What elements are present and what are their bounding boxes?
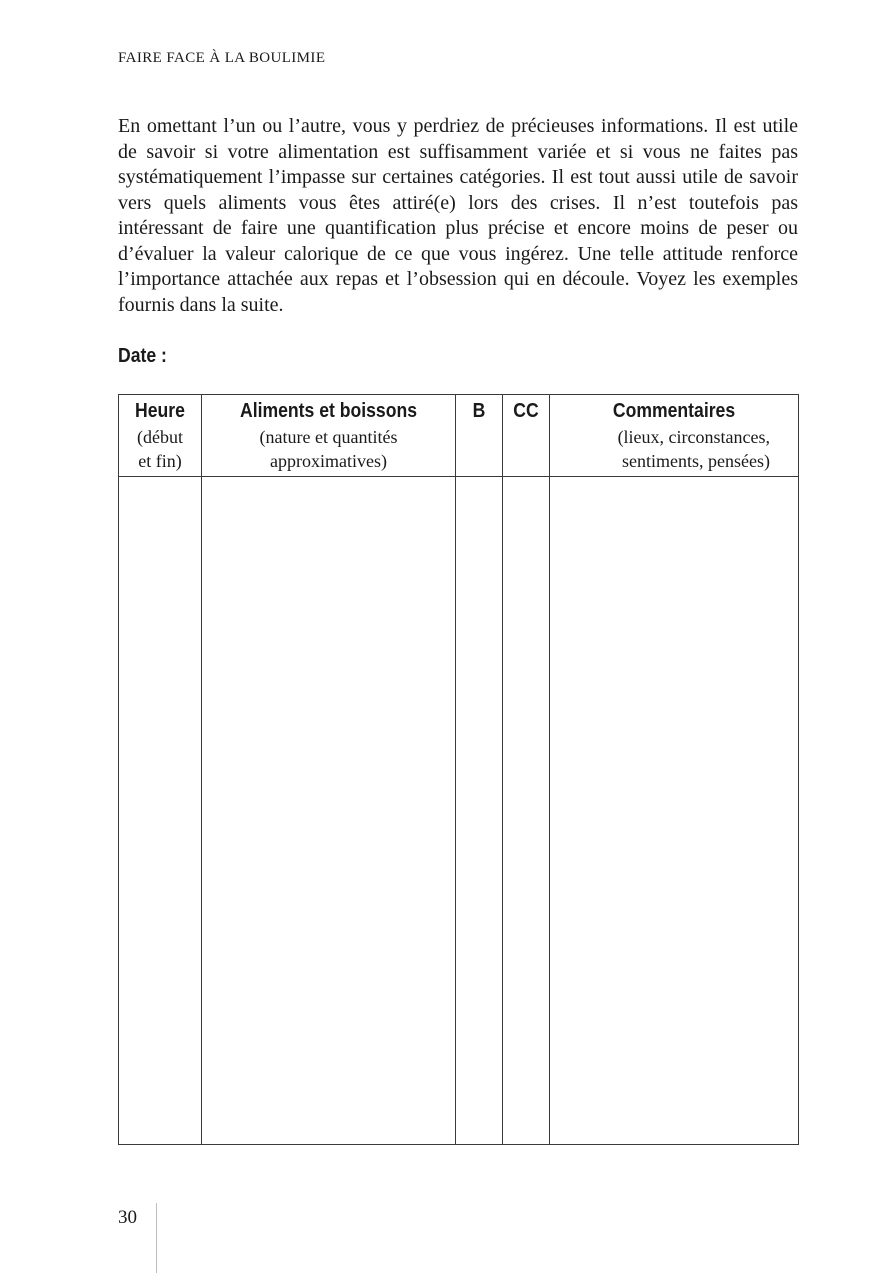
margin-rule (156, 1203, 157, 1273)
column-title: Heure (135, 400, 185, 422)
table-header-row (119, 395, 799, 477)
date-label: Date : (118, 345, 167, 367)
column-subtitle: (nature et quantités approximatives) (259, 427, 398, 471)
page-number: 30 (118, 1207, 137, 1228)
food-log-table (118, 394, 799, 1145)
column-title: Aliments et boissons (239, 400, 418, 422)
column-subtitle: (lieux, circonstances, sentiments, pensées) (617, 427, 770, 471)
column-header-b (456, 395, 503, 477)
cell-heure-entry[interactable] (119, 477, 202, 1145)
cell-commentaires-entry[interactable] (550, 477, 799, 1145)
column-title: CC (513, 400, 539, 422)
column-title: Commentaires (612, 400, 736, 422)
column-header-cc (503, 395, 550, 477)
cell-b-entry[interactable] (456, 477, 503, 1145)
column-header-heure (119, 395, 202, 477)
cell-cc-entry[interactable] (503, 477, 550, 1145)
column-header-commentaires (550, 395, 799, 477)
column-header-aliments (202, 395, 456, 477)
column-title: B (472, 400, 486, 422)
cell-aliments-entry[interactable] (202, 477, 456, 1145)
body-paragraph: En omettant l’un ou l’autre, vous y perdriez de précieuses informations. Il est utile de savoir si votre alimentation est suffisamment variée et si vous ne faites pas systématiquement l’impasse sur certaines catégories. Il est tout aussi utile de savoir vers quels aliments vous êtes attiré(e) lors des crises. Il n’est toutefois pas intéressant de faire une quantification plus précise et encore moins de peser ou d’évaluer la valeur calorique de ce que vous ingérez. Une telle attitude renforce l’importance attachée aux repas et l’obsession qui en découle. Voyez les exemples fournis dans la suite. (118, 115, 798, 316)
column-subtitle: (début et fin) (137, 427, 183, 471)
running-head: FAIRE FACE À LA BOULIMIE (118, 50, 326, 66)
table-row (119, 477, 799, 1145)
